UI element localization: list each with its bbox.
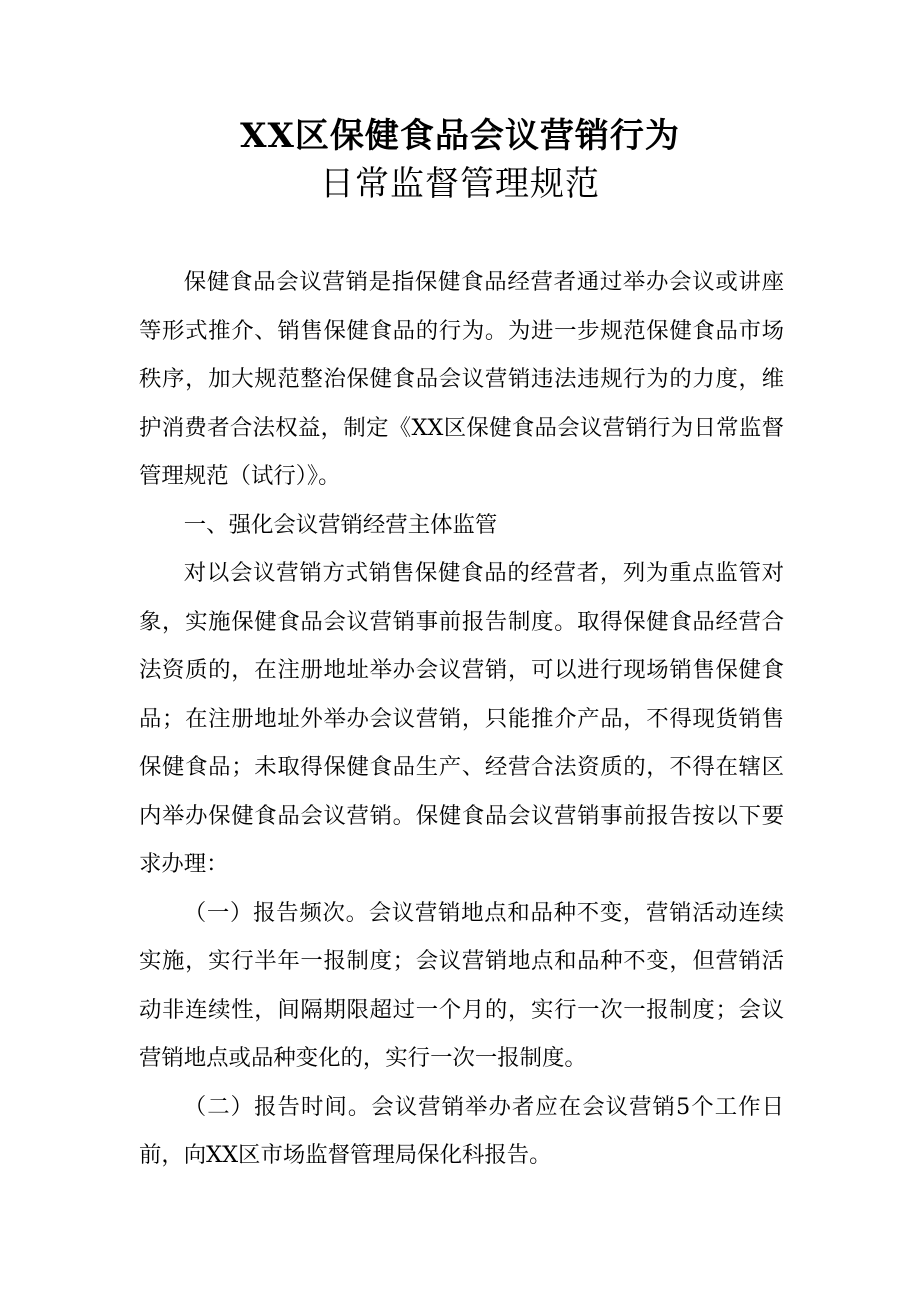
document-title-line-1: XX区保健食品会议营销行为 bbox=[240, 116, 680, 156]
body-paragraph: 对以会议营销方式销售保健食品的经营者，列为重点监管对象，实施保健食品会议营销事前报告制度。取得保健食品经营合法资质的，在注册地址举办会议营销，可以进行现场销售保健食品；在注册地址外举办会议营销，只能推介产品，不得现货销售保健食品；未取得保健食品生产、经营合法资质的，不得在辖区内举办保健食品会议营销。保健食品会议营销事前报告按以下要求办理： bbox=[139, 560, 784, 877]
document-title-line-2: 日常监督管理规范 bbox=[320, 164, 600, 204]
intro-paragraph: 保健食品会议营销是指保健食品经营者通过举办会议或讲座等形式推介、销售保健食品的行为。为进一步规范保健食品市场秩序，加大规范整治保健食品会议营销违法违规行为的力度，维护消费者合法权益，制定《XX区保健食品会议营销行为日常监督管理规范（试行）》。 bbox=[139, 269, 784, 489]
document-body bbox=[139, 258, 784, 1180]
section-heading: 一、强化会议营销经营主体监管 bbox=[183, 511, 498, 538]
clause-paragraph: （一）报告频次。会议营销地点和品种不变，营销活动连续实施，实行半年一报制度；会议营销地点和品种不变，但营销活动非连续性，间隔期限超过一个月的，实行一次一报制度；会议营销地点或品种变化的，实行一次一报制度。 bbox=[139, 899, 784, 1071]
clause-paragraph: （二）报告时间。会议营销举办者应在会议营销5个工作日前，向XX区市场监督管理局保化科报告。 bbox=[139, 1093, 784, 1168]
